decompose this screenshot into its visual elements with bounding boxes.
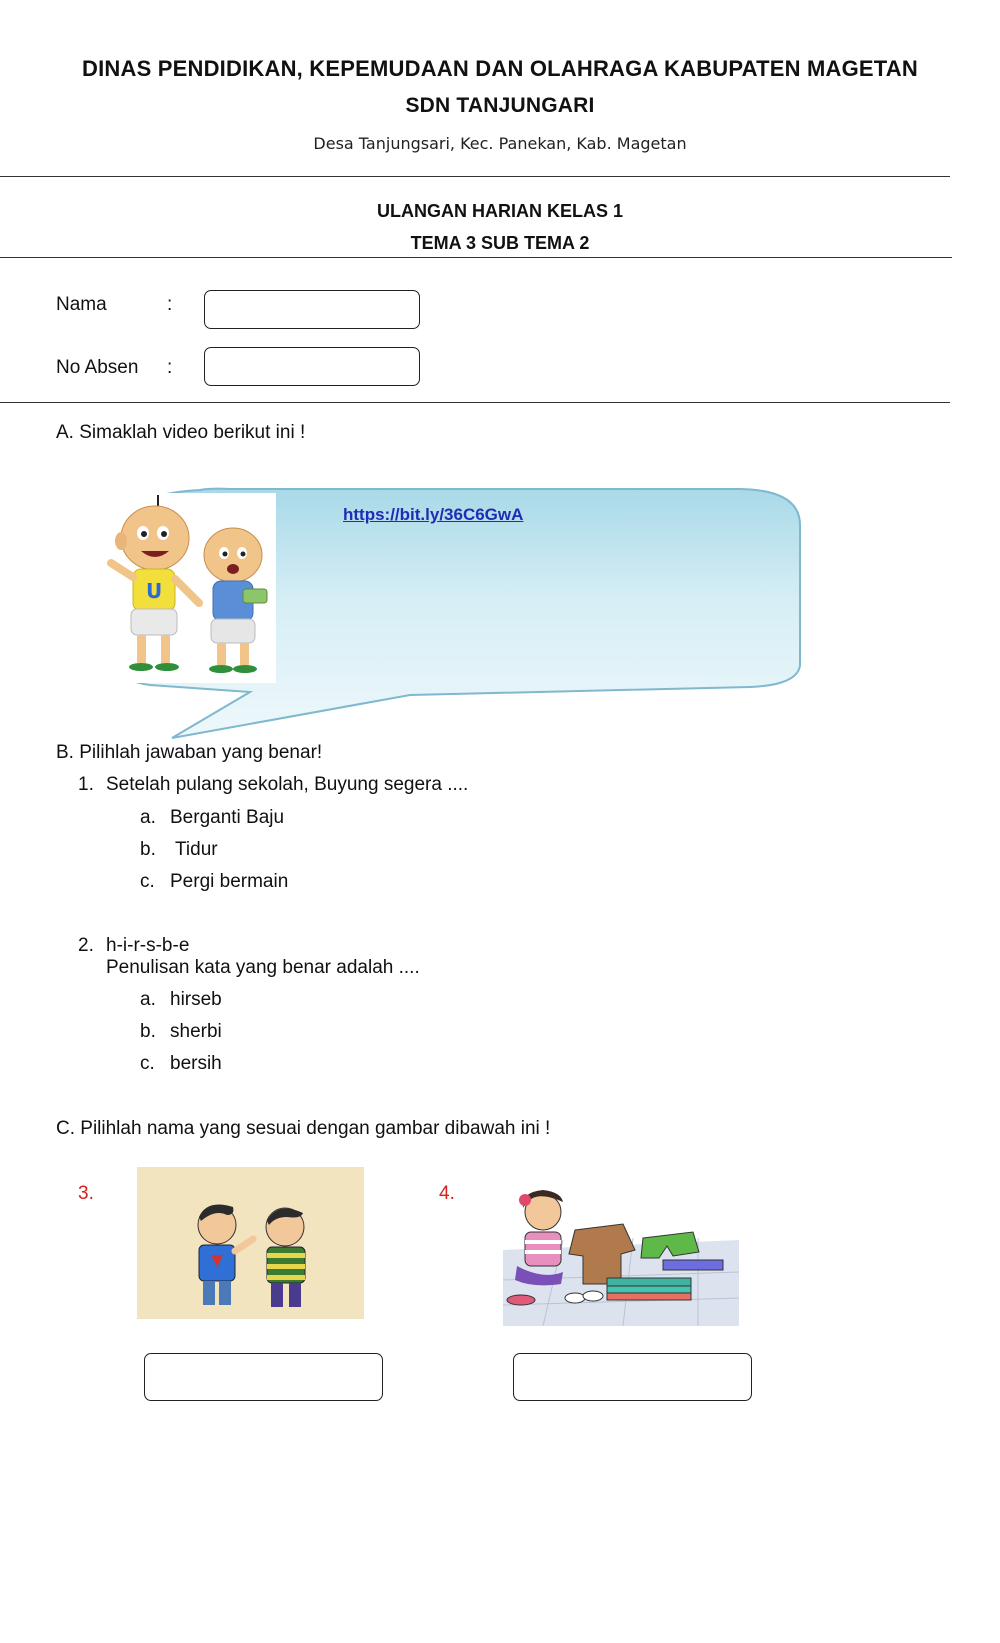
name-label: Nama (56, 294, 107, 315)
svg-text:U: U (146, 579, 163, 603)
office-title: DINAS PENDIDIKAN, KEPEMUDAAN DAN OLAHRAGA KABUPATEN MAGETAN (82, 56, 918, 81)
q4-number: 4. (439, 1183, 455, 1204)
absen-colon: : (167, 357, 173, 378)
video-characters-image (103, 493, 276, 683)
q1-number: 1. (78, 774, 94, 795)
header-divider (0, 176, 950, 177)
folding-clothes-image (503, 1180, 739, 1326)
option-letter: a. (140, 807, 156, 828)
q2-text: Penulisan kata yang benar adalah .... (106, 957, 420, 978)
school-address: Desa Tanjungsari, Kec. Panekan, Kab. Magetan (313, 134, 687, 153)
q2-number: 2. (78, 935, 94, 956)
q1-text: Setelah pulang sekolah, Buyung segera .... (106, 774, 469, 795)
video-link[interactable]: https://bit.ly/36C6GwA (343, 505, 524, 524)
option-letter: c. (140, 871, 155, 892)
section-b-instruction: B. Pilihlah jawaban yang benar! (56, 742, 323, 763)
option-letter: c. (140, 1053, 155, 1074)
option-letter: a. (140, 989, 156, 1010)
q1-option-b[interactable] (140, 839, 218, 861)
name-colon: : (167, 294, 173, 315)
q2-option-c[interactable] (140, 1053, 222, 1075)
title-divider (0, 257, 952, 258)
q1-option-a[interactable] (140, 807, 284, 829)
name-field[interactable] (204, 290, 420, 329)
identity-divider (0, 402, 950, 403)
option-text: hirseb (170, 989, 222, 1010)
exam-subtitle: TEMA 3 SUB TEMA 2 (410, 233, 590, 253)
q2-option-b[interactable] (140, 1021, 222, 1043)
section-c-instruction: C. Pilihlah nama yang sesuai dengan gambar dibawah ini ! (56, 1118, 551, 1139)
option-text: Pergi bermain (170, 871, 289, 892)
option-text: Berganti Baju (170, 807, 285, 828)
arguing-boys-image (137, 1167, 364, 1319)
school-name: SDN TANJUNGARI (405, 94, 595, 117)
absen-field[interactable] (204, 347, 420, 386)
option-letter: b. (140, 1021, 156, 1042)
q1-option-c[interactable] (140, 871, 288, 893)
section-a-instruction: A. Simaklah video berikut ini ! (56, 422, 306, 443)
q2-word: h-i-r-s-b-e (106, 935, 190, 956)
q3-number: 3. (78, 1183, 94, 1204)
option-text: sherbi (170, 1021, 222, 1042)
q2-option-a[interactable] (140, 989, 222, 1011)
q4-answer-field[interactable] (513, 1353, 752, 1401)
option-letter: b. (140, 839, 156, 860)
absen-label: No Absen (56, 357, 139, 378)
q3-answer-field[interactable] (144, 1353, 383, 1401)
option-text: bersih (170, 1053, 222, 1074)
option-text: Tidur (175, 839, 218, 860)
exam-title: ULANGAN HARIAN KELAS 1 (376, 201, 623, 221)
